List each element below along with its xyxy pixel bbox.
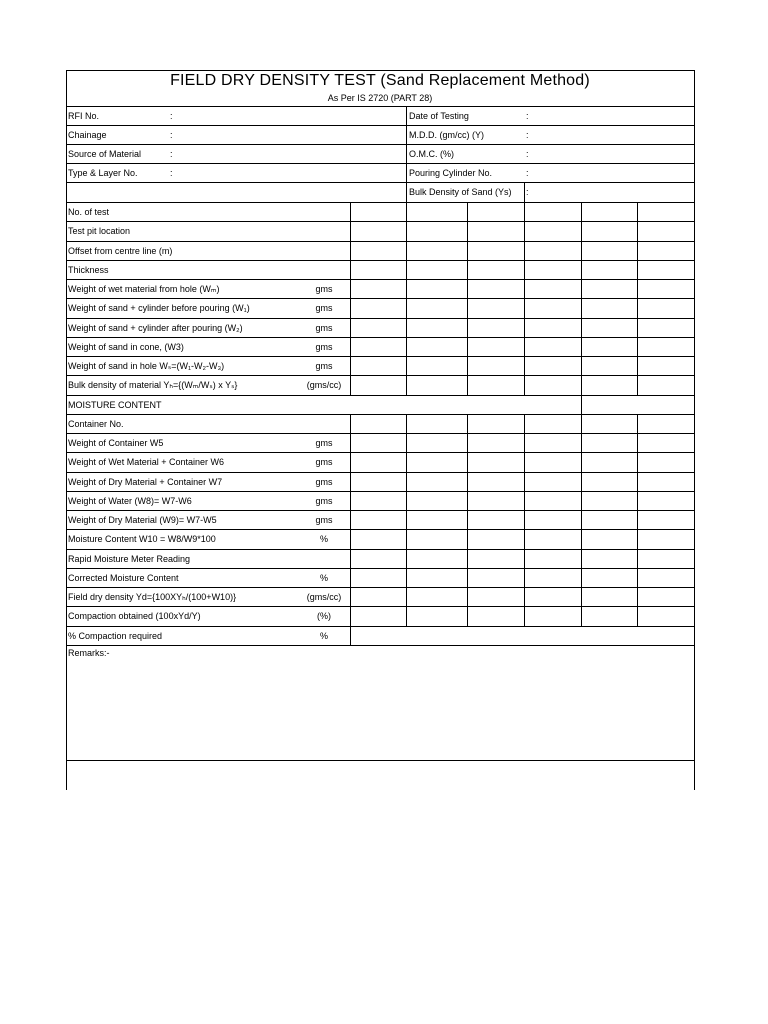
col-divider bbox=[524, 318, 525, 337]
info-row-line bbox=[66, 163, 695, 164]
col-divider bbox=[467, 202, 468, 221]
col-divider bbox=[524, 472, 525, 491]
unit-label: (gms/cc) bbox=[306, 592, 342, 602]
unit-label: gms bbox=[315, 457, 333, 467]
table-row-label: Weight of sand + cylinder after pouring (W₂) bbox=[68, 323, 243, 333]
col-divider bbox=[406, 433, 407, 452]
table-row-line bbox=[66, 568, 695, 569]
table-row-line bbox=[66, 433, 695, 434]
page-subtitle: As Per IS 2720 (PART 28) bbox=[327, 93, 433, 103]
col-divider bbox=[524, 529, 525, 549]
table-row-label: Field dry density Yd={100XYₕ/(100+W10)} bbox=[68, 592, 237, 602]
col-divider bbox=[467, 472, 468, 491]
table-row-label: Weight of wet material from hole (Wₘ) bbox=[68, 284, 220, 294]
col-divider bbox=[467, 452, 468, 472]
table-row-label: Rapid Moisture Meter Reading bbox=[68, 554, 191, 564]
table-row-line bbox=[66, 202, 695, 203]
table-row-line bbox=[66, 645, 695, 646]
col-divider bbox=[406, 202, 407, 221]
col-divider bbox=[467, 318, 468, 337]
table-row-line bbox=[66, 626, 695, 627]
col-divider bbox=[637, 549, 638, 568]
table-row-label: Compaction obtained (100xYd/Y) bbox=[68, 611, 201, 621]
frame-right bbox=[694, 70, 695, 790]
col-divider bbox=[350, 529, 351, 549]
col-divider bbox=[581, 529, 582, 549]
header-divider bbox=[66, 106, 695, 107]
col-divider bbox=[406, 529, 407, 549]
frame-top bbox=[66, 70, 695, 71]
unit-label: gms bbox=[315, 303, 333, 313]
col-divider bbox=[581, 260, 582, 279]
unit-label: gms bbox=[315, 515, 333, 525]
table-row-line bbox=[66, 472, 695, 473]
col-divider bbox=[637, 510, 638, 529]
remarks-bottom-line bbox=[66, 760, 695, 761]
table-row-line bbox=[66, 510, 695, 511]
col-divider bbox=[524, 202, 525, 221]
info-right-label-1: M.D.D. (gm/cc) (Y) bbox=[409, 130, 484, 140]
col-divider bbox=[524, 452, 525, 472]
col-divider bbox=[350, 549, 351, 568]
table-row-label: Weight of sand in cone, (W3) bbox=[68, 342, 184, 352]
col-divider bbox=[637, 606, 638, 626]
col-divider bbox=[350, 298, 351, 318]
col-divider bbox=[581, 395, 582, 414]
col-divider bbox=[637, 375, 638, 395]
table-row-label: % Compaction required bbox=[68, 631, 163, 641]
col-divider bbox=[581, 414, 582, 433]
col-divider bbox=[637, 356, 638, 375]
col-divider bbox=[350, 452, 351, 472]
table-row-line bbox=[66, 452, 695, 453]
col-divider bbox=[637, 568, 638, 587]
col-divider bbox=[637, 279, 638, 298]
unit-label: % bbox=[319, 631, 328, 641]
table-row-line bbox=[66, 260, 695, 261]
col-divider bbox=[581, 279, 582, 298]
table-row-line bbox=[66, 356, 695, 357]
col-divider bbox=[350, 472, 351, 491]
table-row-label: Bulk density of material Yₕ={(Wₘ/Wₛ) x Yₛ} bbox=[68, 380, 238, 390]
table-row-line bbox=[66, 606, 695, 607]
unit-label: (gms/cc) bbox=[306, 380, 342, 390]
table-row-label: Weight of sand in hole Wₛ=(W₁-W₂-W₃) bbox=[68, 361, 225, 371]
col-divider bbox=[637, 587, 638, 606]
table-row-label: Moisture Content W10 = W8/W9*100 bbox=[68, 534, 216, 544]
col-divider bbox=[406, 452, 407, 472]
col-divider bbox=[524, 510, 525, 529]
col-divider bbox=[406, 356, 407, 375]
col-divider bbox=[406, 221, 407, 241]
table-row-line bbox=[66, 337, 695, 338]
col-divider bbox=[637, 221, 638, 241]
unit-label: gms bbox=[315, 496, 333, 506]
col-divider bbox=[581, 472, 582, 491]
col-divider bbox=[637, 241, 638, 260]
col-divider bbox=[581, 606, 582, 626]
table-row-label: MOISTURE CONTENT bbox=[68, 400, 162, 410]
col-divider bbox=[406, 241, 407, 260]
col-divider bbox=[581, 241, 582, 260]
col-divider bbox=[467, 529, 468, 549]
col-divider bbox=[581, 587, 582, 606]
unit-label: gms bbox=[315, 284, 333, 294]
unit-label: % bbox=[319, 573, 328, 583]
col-divider bbox=[350, 241, 351, 260]
remarks-label: Remarks:- bbox=[68, 648, 110, 658]
col-divider bbox=[467, 260, 468, 279]
col-divider bbox=[524, 260, 525, 279]
table-row-label: Weight of Container W5 bbox=[68, 438, 164, 448]
col-divider bbox=[467, 549, 468, 568]
info-colon: : bbox=[170, 111, 173, 121]
col-divider bbox=[637, 318, 638, 337]
frame-left bbox=[66, 70, 67, 790]
info-cell-divider bbox=[524, 182, 525, 202]
info-label-1: Chainage bbox=[68, 130, 107, 140]
page-title: FIELD DRY DENSITY TEST (Sand Replacement Method) bbox=[170, 72, 590, 89]
col-divider bbox=[467, 221, 468, 241]
col-divider bbox=[637, 433, 638, 452]
col-divider bbox=[467, 414, 468, 433]
col-divider bbox=[524, 433, 525, 452]
table-row-line bbox=[66, 587, 695, 588]
info-colon: : bbox=[170, 149, 173, 159]
info-colon: : bbox=[526, 111, 529, 121]
col-divider bbox=[350, 568, 351, 587]
col-divider bbox=[467, 337, 468, 356]
table-row-label: Weight of Dry Material (W9)= W7-W5 bbox=[68, 515, 217, 525]
col-divider bbox=[350, 356, 351, 375]
col-divider bbox=[581, 318, 582, 337]
col-divider bbox=[637, 414, 638, 433]
col-divider bbox=[524, 375, 525, 395]
col-divider bbox=[581, 337, 582, 356]
col-divider bbox=[524, 491, 525, 510]
col-divider bbox=[467, 375, 468, 395]
col-divider bbox=[350, 260, 351, 279]
table-row-label: Weight of Dry Material + Container W7 bbox=[68, 477, 223, 487]
col-divider bbox=[467, 356, 468, 375]
col-divider bbox=[350, 375, 351, 395]
table-row-label: Weight of Wet Material + Container W6 bbox=[68, 457, 224, 467]
table-row-line bbox=[66, 221, 695, 222]
col-divider bbox=[467, 491, 468, 510]
col-divider bbox=[350, 433, 351, 452]
table-row-line bbox=[66, 414, 695, 415]
col-divider bbox=[467, 510, 468, 529]
info-colon: : bbox=[526, 149, 529, 159]
col-divider bbox=[637, 202, 638, 221]
col-divider bbox=[581, 202, 582, 221]
col-divider bbox=[524, 298, 525, 318]
col-divider bbox=[524, 356, 525, 375]
table-row-label: Thickness bbox=[68, 265, 109, 275]
col-divider bbox=[350, 626, 351, 645]
col-divider bbox=[524, 414, 525, 433]
info-right-label-2: O.M.C. (%) bbox=[409, 149, 454, 159]
unit-label: gms bbox=[315, 438, 333, 448]
col-divider bbox=[467, 606, 468, 626]
col-divider bbox=[406, 337, 407, 356]
col-divider bbox=[581, 568, 582, 587]
col-divider bbox=[524, 241, 525, 260]
col-divider bbox=[637, 337, 638, 356]
col-divider bbox=[524, 279, 525, 298]
info-row-line bbox=[66, 144, 695, 145]
col-divider bbox=[524, 606, 525, 626]
unit-label: gms bbox=[315, 323, 333, 333]
table-row-line bbox=[66, 241, 695, 242]
info-label-2: Source of Material bbox=[68, 149, 142, 159]
col-divider bbox=[406, 260, 407, 279]
table-row-label: Container No. bbox=[68, 419, 124, 429]
table-row-label: Corrected Moisture Content bbox=[68, 573, 179, 583]
table-row-label: Weight of Water (W8)= W7-W6 bbox=[68, 496, 192, 506]
col-divider bbox=[581, 491, 582, 510]
info-right-label-3: Pouring Cylinder No. bbox=[409, 168, 493, 178]
info-label-0: RFI No. bbox=[68, 111, 100, 121]
info-colon: : bbox=[170, 130, 173, 140]
col-divider bbox=[350, 318, 351, 337]
unit-label: gms bbox=[315, 342, 333, 352]
col-divider bbox=[467, 241, 468, 260]
col-divider bbox=[637, 452, 638, 472]
unit-label: (%) bbox=[317, 611, 331, 621]
col-divider bbox=[637, 472, 638, 491]
table-row-label: No. of test bbox=[68, 207, 110, 217]
col-divider bbox=[637, 298, 638, 318]
info-label-3: Type & Layer No. bbox=[68, 168, 138, 178]
info-row-line bbox=[66, 182, 695, 183]
info-right-label-4: Bulk Density of Sand (Ys) bbox=[409, 187, 512, 197]
col-divider bbox=[406, 318, 407, 337]
col-divider bbox=[350, 606, 351, 626]
col-divider bbox=[350, 202, 351, 221]
col-divider bbox=[406, 568, 407, 587]
col-divider bbox=[581, 510, 582, 529]
col-divider bbox=[524, 587, 525, 606]
col-divider bbox=[524, 337, 525, 356]
info-colon: : bbox=[170, 168, 173, 178]
col-divider bbox=[467, 279, 468, 298]
col-divider bbox=[350, 491, 351, 510]
col-divider bbox=[581, 221, 582, 241]
col-divider bbox=[350, 279, 351, 298]
col-divider bbox=[467, 433, 468, 452]
col-divider bbox=[406, 414, 407, 433]
col-divider bbox=[406, 279, 407, 298]
info-colon: : bbox=[526, 187, 529, 197]
table-row-line bbox=[66, 298, 695, 299]
col-divider bbox=[406, 375, 407, 395]
col-divider bbox=[350, 414, 351, 433]
col-divider bbox=[350, 337, 351, 356]
col-divider bbox=[406, 606, 407, 626]
col-divider bbox=[524, 568, 525, 587]
info-colon: : bbox=[526, 130, 529, 140]
col-divider bbox=[581, 298, 582, 318]
col-divider bbox=[406, 587, 407, 606]
col-divider bbox=[350, 221, 351, 241]
col-divider bbox=[524, 549, 525, 568]
table-row-line bbox=[66, 279, 695, 280]
col-divider bbox=[467, 298, 468, 318]
info-row-line bbox=[66, 125, 695, 126]
col-divider bbox=[581, 433, 582, 452]
col-divider bbox=[637, 260, 638, 279]
unit-label: gms bbox=[315, 477, 333, 487]
info-right-label-0: Date of Testing bbox=[409, 111, 469, 121]
table-row-line bbox=[66, 549, 695, 550]
table-row-line bbox=[66, 375, 695, 376]
col-divider bbox=[350, 510, 351, 529]
col-divider bbox=[406, 298, 407, 318]
col-divider bbox=[581, 375, 582, 395]
table-row-label: Offset from centre line (m) bbox=[68, 246, 173, 256]
table-row-label: Test pit location bbox=[68, 226, 131, 236]
col-divider bbox=[467, 587, 468, 606]
col-divider bbox=[406, 510, 407, 529]
col-divider bbox=[581, 452, 582, 472]
col-divider bbox=[350, 587, 351, 606]
unit-label: % bbox=[319, 534, 328, 544]
table-row-line bbox=[66, 529, 695, 530]
table-row-line bbox=[66, 318, 695, 319]
col-divider bbox=[637, 491, 638, 510]
col-divider bbox=[406, 491, 407, 510]
info-colon: : bbox=[526, 168, 529, 178]
table-row-label: Weight of sand + cylinder before pouring (W₁) bbox=[68, 303, 250, 313]
table-row-line bbox=[66, 395, 695, 396]
col-divider bbox=[467, 568, 468, 587]
col-divider bbox=[524, 221, 525, 241]
unit-label: gms bbox=[315, 361, 333, 371]
col-divider bbox=[406, 549, 407, 568]
table-row-line bbox=[66, 491, 695, 492]
col-divider bbox=[637, 529, 638, 549]
col-divider bbox=[581, 356, 582, 375]
info-mid-divider bbox=[406, 106, 407, 202]
col-divider bbox=[406, 472, 407, 491]
col-divider bbox=[581, 549, 582, 568]
